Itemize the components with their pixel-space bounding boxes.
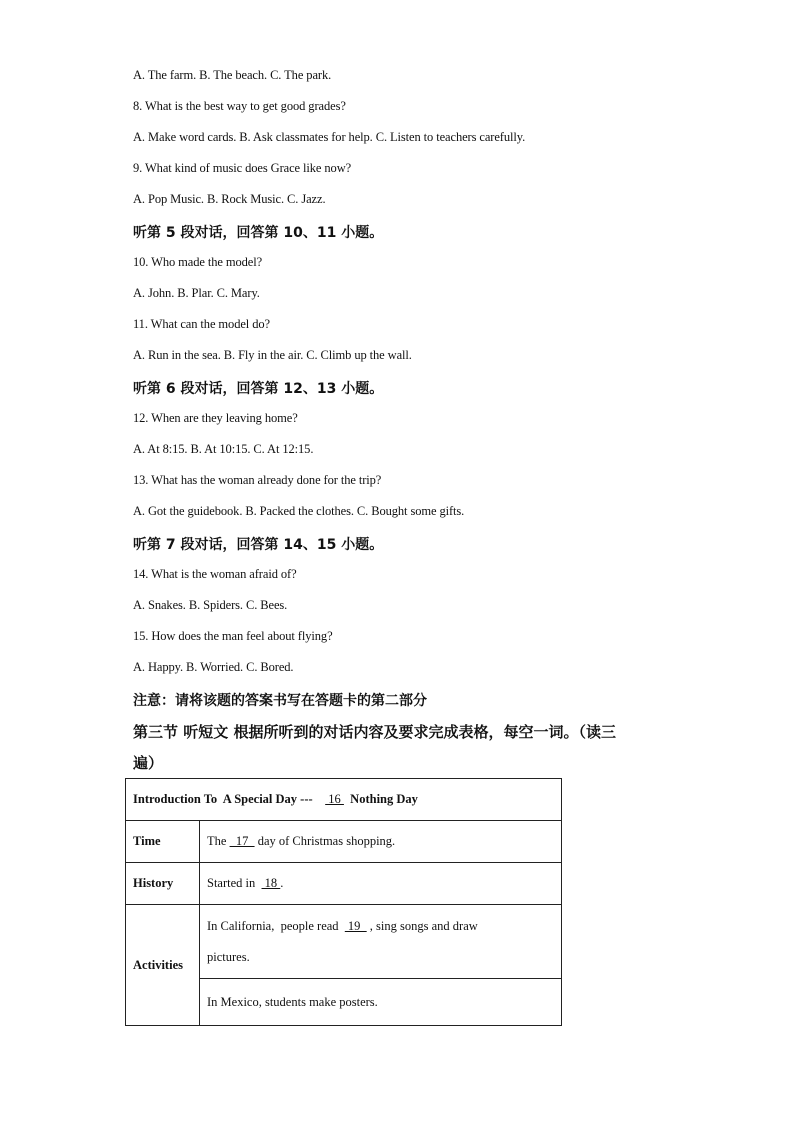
section-heading-dialogue-6: 听第 6 段对话，回答第 12、13 小题。 [133,381,384,397]
section-3-heading: 第三节 听短文 根据所听到的对话内容及要求完成表格，每空一词。（读三 [133,723,616,741]
blank-19: 19 [344,918,367,933]
time-label: Time [126,821,200,863]
q14-question: 14. What is the woman afraid of? [133,567,297,581]
table-row-title [126,779,562,821]
q12-options: A. At 8:15. B. At 10:15. C. At 12:15. [133,442,314,456]
activities-label: Activities [126,905,200,1026]
q13-question: 13. What has the woman already done for the trip? [133,473,382,487]
history-suffix: . [280,876,284,890]
q11-question: 11. What can the model do? [133,317,270,331]
q10-question: 10. Who made the model? [133,255,263,269]
time-suffix: day of Christmas shopping. [254,834,396,848]
activities-cell-california [200,905,562,979]
act1-line2: pictures. [207,949,250,964]
activities-cell-mexico: In Mexico, students make posters. [200,979,562,1026]
blank-16: 16 [325,792,344,806]
q8-question: 8. What is the best way to get good grades? [133,99,346,113]
table-title-cell [126,779,562,821]
q15-question: 15. How does the man feel about flying? [133,629,333,643]
q10-options: A. John. B. Plar. C. Mary. [133,286,260,300]
q14-options: A. Snakes. B. Spiders. C. Bees. [133,598,288,612]
table-row-activities-1 [126,905,562,979]
table-row-history [126,863,562,905]
q9-question: 9. What kind of music does Grace like now? [133,161,352,175]
q13-options: A. Got the guidebook. B. Packed the clothes. C. Bought some gifts. [133,504,465,518]
answer-table [125,778,562,1026]
q9-options: A. Pop Music. B. Rock Music. C. Jazz. [133,192,326,206]
q11-options: A. Run in the sea. B. Fly in the air. C. Climb up the wall. [133,348,412,362]
blank-18: 18 [261,876,281,890]
table-title-suffix: Nothing Day [343,792,418,806]
table-row-time [126,821,562,863]
q7-options: A. The farm. B. The beach. C. The park. [133,68,332,82]
table-title-prefix: Introduction To A Special Day --- [133,792,326,806]
history-prefix: Started in [207,876,262,890]
act1-suffix: , sing songs and draw [366,918,478,933]
section-heading-dialogue-5: 听第 5 段对话，回答第 10、11 小题。 [133,225,384,241]
time-cell [200,821,562,863]
act1-prefix: In California, people read [207,918,345,933]
notice-heading: 注意：请将该题的答案书写在答题卡的第二部分 [133,693,427,709]
q15-options: A. Happy. B. Worried. C. Bored. [133,660,294,674]
q8-options: A. Make word cards. B. Ask classmates for help. C. Listen to teachers carefully. [133,130,526,144]
history-label: History [126,863,200,905]
section-heading-dialogue-7: 听第 7 段对话，回答第 14、15 小题。 [133,537,384,553]
section-3-heading-continued: 遍） [133,754,164,772]
q12-question: 12. When are they leaving home? [133,411,298,425]
time-prefix: The [207,834,230,848]
blank-17: 17 [229,834,255,848]
history-cell [200,863,562,905]
